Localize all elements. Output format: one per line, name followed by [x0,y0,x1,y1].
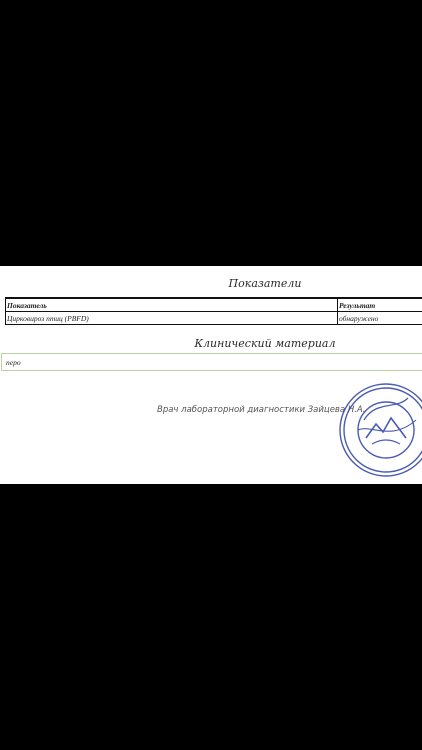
document-page [0,266,422,484]
results-table [5,297,422,325]
table-row [6,312,422,325]
material-value: перо [6,358,21,367]
header-result: Результат [338,298,422,312]
cell-indicator: Цирковироз птиц (PBFD) [6,312,338,325]
table-header-row [6,298,422,312]
material-title: Клинический материал [194,337,336,350]
signature-line: Врач лабораторной диагностики Зайцева Н.А. [157,405,366,415]
material-box [1,353,422,371]
cell-result: обнаружено [338,312,422,325]
header-indicator: Показатель [6,298,338,312]
indicators-title: Показатели [228,277,302,290]
seal-stamp-icon [336,380,422,480]
